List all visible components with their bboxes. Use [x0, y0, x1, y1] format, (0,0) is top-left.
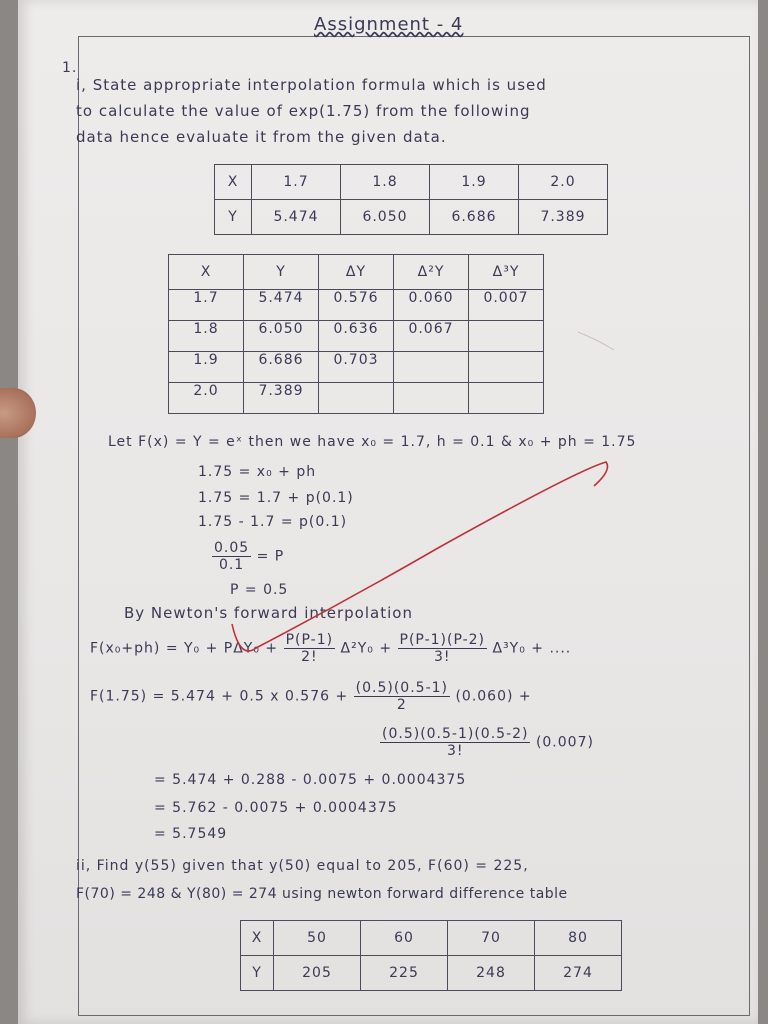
table-cell: 2.0	[169, 383, 244, 414]
part2-line1: ii, Find y(55) given that y(50) equal to 205, F(60) = 225,	[76, 858, 529, 874]
table-cell: 1.7	[169, 290, 244, 321]
step-4: $\frac{0.05}{0.1}$ = P	[214, 540, 285, 573]
column-header: Δ²Y	[394, 255, 469, 290]
table-cell: 60	[361, 921, 448, 956]
table-header-y: Y	[215, 200, 252, 235]
table-cell: 6.686	[430, 200, 519, 235]
fraction: $\frac{0.05}{0.1}$	[214, 540, 250, 573]
column-header: Y	[244, 255, 319, 290]
table-cell: 0.576	[319, 290, 394, 321]
table-cell: 6.050	[244, 321, 319, 352]
table-header-x: X	[241, 921, 274, 956]
table-header-y: Y	[241, 956, 274, 991]
table-cell: 1.8	[169, 321, 244, 352]
table-cell: 248	[448, 956, 535, 991]
newton-heading: By Newton's forward interpolation	[124, 604, 413, 622]
table-cell: 2.0	[519, 165, 608, 200]
question-number: 1.	[62, 60, 78, 76]
table-cell: 6.686	[244, 352, 319, 383]
table-cell: 7.389	[519, 200, 608, 235]
column-header: ΔY	[319, 255, 394, 290]
step-5: P = 0.5	[230, 582, 289, 598]
column-header: X	[169, 255, 244, 290]
table-cell: 1.9	[430, 165, 519, 200]
part1-line2: to calculate the value of exp(1.75) from the following	[76, 102, 531, 120]
table-cell: 0.636	[319, 321, 394, 352]
column-header: Δ³Y	[469, 255, 544, 290]
calculation-line-1: F(1.75) = 5.474 + 0.5 x 0.576 + $\frac{(0.5)(0.5-1)}{2}$ (0.060) +	[90, 680, 532, 713]
table-cell: 1.7	[252, 165, 341, 200]
table-cell: 5.474	[252, 200, 341, 235]
table-cell: 5.474	[244, 290, 319, 321]
table-cell: 274	[535, 956, 622, 991]
step-2: 1.75 = 1.7 + p(0.1)	[198, 490, 354, 506]
table-cell: 0.067	[394, 321, 469, 352]
part1-line1: i, State appropriate interpolation formula which is used	[76, 76, 547, 94]
table-cell: 1.9	[169, 352, 244, 383]
table-cell: 0.007	[469, 290, 544, 321]
table-cell: 205	[274, 956, 361, 991]
result-line-3: = 5.7549	[154, 826, 228, 842]
table-cell: 7.389	[244, 383, 319, 414]
table-cell: 6.050	[341, 200, 430, 235]
step-1: 1.75 = x₀ + ph	[198, 464, 317, 480]
table-cell: 1.8	[341, 165, 430, 200]
table-header-x: X	[215, 165, 252, 200]
part1-line3: data hence evaluate it from the given data.	[76, 128, 447, 146]
page-title: Assignment - 4	[314, 14, 464, 35]
table-cell: 225	[361, 956, 448, 991]
table-cell: 80	[535, 921, 622, 956]
let-statement: Let F(x) = Y = eˣ then we have x₀ = 1.7, h = 0.1 & x₀ + ph = 1.75	[108, 434, 637, 450]
part2-line2: F(70) = 248 & Y(80) = 274 using newton forward difference table	[76, 886, 568, 902]
notebook-page	[18, 0, 758, 1024]
red-check-mark	[18, 0, 758, 1024]
step-3: 1.75 - 1.7 = p(0.1)	[198, 514, 348, 530]
table-cell: 70	[448, 921, 535, 956]
table-cell: 50	[274, 921, 361, 956]
table-cell: 0.060	[394, 290, 469, 321]
calculation-line-2: $\frac{(0.5)(0.5-1)(0.5-2)}{3!}$ (0.007)	[382, 726, 594, 759]
result-line-2: = 5.762 - 0.0075 + 0.0004375	[154, 800, 398, 816]
newton-formula: F(x₀+ph) = Y₀ + PΔY₀ + $\frac{P(P-1)}{2!}$ Δ²Y₀ + $\frac{P(P-1)(P-2)}{3!}$ Δ³Y₀ + ....	[90, 632, 572, 665]
result-line-1: = 5.474 + 0.288 - 0.0075 + 0.0004375	[154, 772, 467, 788]
table-cell: 0.703	[319, 352, 394, 383]
